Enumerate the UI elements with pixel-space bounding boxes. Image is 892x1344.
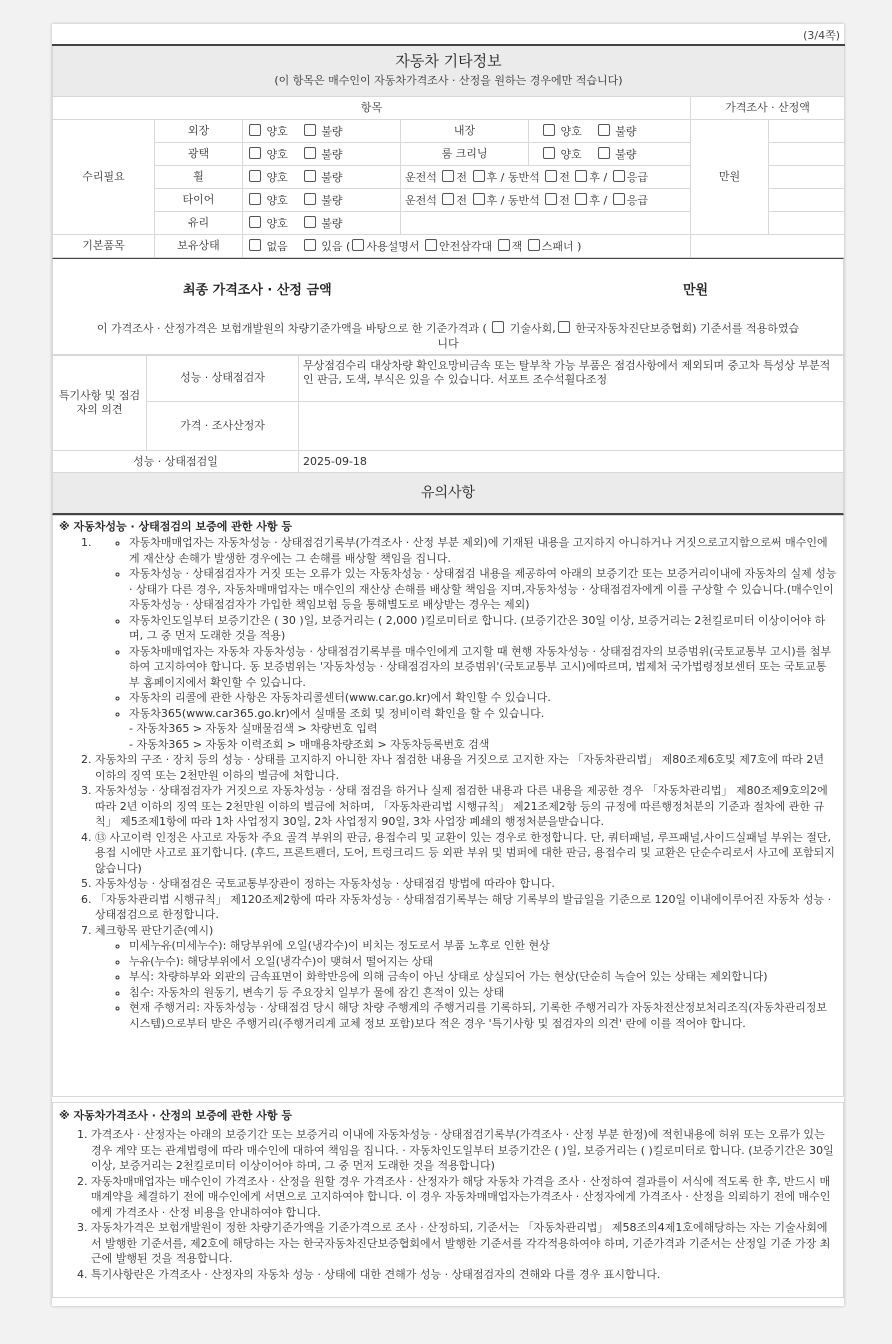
checkbox[interactable] xyxy=(558,321,570,333)
checkbox[interactable] xyxy=(249,239,261,251)
checkbox[interactable] xyxy=(352,239,364,251)
price-unit: 만원 xyxy=(691,120,769,235)
list-item: 7. 체크항목 판단기준(예시) ◦ 미세누유(미세누수): 해당부위에 오일(냉각수)이 비치는 정도로서 부품 노후로 인한 현상 ◦ 누유(누수): 해당부위에서 오일(냉각수)이 맺혀서 떨어지는 상태 ◦ 부식: 차량하부와 외판의 금속표면이 화학반응에 의해 금속이 아닌 상태로 상실되어 가는 현상(단순히 녹슬어 있는 상태는 제외합니다) ◦ 침수: 자동차의 원동기, 변속기 등 주요장치 일부가 물에 잠긴 흔적이 있는 상태 ◦ 현재 주행거리: 자동차성능 · 상태점검 당시 해당 차량 주행계의 주행거리를 기록하되, 기록한 주행거리가 자동차전산정보처리조직(자동차관리정보시스템)으로부터 받은 주행거리(주행거리계 교체 정보 포함)보다 적은 경우 '특기사항 및 점검자의 의견' 란에 이를 적어야 합니다. xyxy=(95,923,837,1032)
checkbox[interactable] xyxy=(425,239,437,251)
section-heading: ※ 자동차가격조사 · 산정의 보증에 관한 사항 등 xyxy=(59,1109,292,1122)
empty-cell xyxy=(691,235,845,258)
final-price-unit: 만원 xyxy=(683,283,709,298)
numbered-list xyxy=(59,535,837,1031)
list-item: 2. 자동차매매업자는 매수인이 가격조사 · 산정을 원할 경우 가격조사 · 산정자가 해당 자동차 가격을 조사 · 산정하여 결과를이 서식에 적도록 한 후, 반드시 매매계약을 체결하기 전에 매수인에게 서면으로 고지하여야 합니다. 이 경우 자동차매매업자는가격조사 · 산정자에게 가격조사 · 산정을 의뢰하기 전에 매수인에게 가격조사 · 산정 비용을 안내하여야 합니다. xyxy=(91,1174,837,1221)
page-number: (3/4쪽) xyxy=(803,29,840,42)
inspection-date-value: 2025-09-18 xyxy=(299,451,844,474)
header-item: 항목 xyxy=(53,97,691,120)
section-title xyxy=(53,45,845,97)
basic-status-label: 보유상태 xyxy=(155,235,243,258)
perf-inspector-label: 성능 · 상태점검자 xyxy=(147,355,299,402)
list-item: ◦ 침수: 자동차의 원동기, 변속기 등 주요장치 일부가 물에 잠긴 흔적이 있는 상태 xyxy=(129,985,837,1001)
inspection-date-label: 성능 · 상태점검일 xyxy=(53,451,299,474)
performance-warranty-section xyxy=(52,515,844,1097)
checkbox[interactable] xyxy=(598,124,610,136)
list-item: 4. ⑬ 사고이력 인정은 사고로 자동차 주요 골격 부위의 판금, 용접수리 및 교환이 있는 경우로 한정합니다. 단, 쿼터패널, 루프패널,사이드실패널 부위는 절단, 용접 시에만 사고로 표기합니다. (후드, 프론트펜더, 도어, 트렁크리드 등 외판 부위 및 범퍼에 대한 판금, 용접수리 및 교환은 단순수리로서 사고에 포함되지않습니다) xyxy=(95,830,837,877)
list-item: 4. 특기사항란은 가격조사 · 산정자의 자동차 성능 · 상태에 대한 견해가 성능 · 상태점검자의 견해와 다를 경우 표시합니다. xyxy=(91,1267,837,1283)
list-item xyxy=(95,535,837,752)
row-label: 유리 xyxy=(155,212,243,235)
list-item: ◦ 누유(누수): 해당부위에서 오일(냉각수)이 맺혀서 떨어지는 상태 xyxy=(129,954,837,970)
checkbox[interactable] xyxy=(613,170,625,182)
header-price: 가격조사 · 산정액 xyxy=(691,97,845,120)
list-item: - 자동차365 > 자동차 이력조회 > 매매용차량조회 > 자동차등록번호 검색 xyxy=(129,737,490,751)
list-item: 3. 자동차성능 · 상태점검자가 거짓으로 자동차성능 · 상태 점검을 하거나 실제 점검한 내용과 다른 내용을 제공한 경우 「자동차관리법」 제80조제9호의2에 따라 2년 이하의 징역 또는 2천만원 이하의 벌금에 처하며, 「자동차관리법 시행규칙」 제21조제2항 등의 규정에 따른행정처분의 기준과 절차에 관한 규칙」 제5조제1항에 따라 1차 사업정지 30일, 2차 사업정지 90일, 3차 사업장 폐쇄의 행정처분을받습니다. xyxy=(95,783,837,830)
checkbox[interactable] xyxy=(498,239,510,251)
basic-label: 기본품목 xyxy=(53,235,155,258)
checkbox[interactable] xyxy=(304,239,316,251)
checkbox[interactable] xyxy=(543,147,555,159)
checkbox[interactable] xyxy=(473,193,485,205)
price-cell xyxy=(769,166,845,189)
list-item: ◦ 자동차인도일부터 보증기간은 ( 30 )일, 보증거리는 ( 2,000 )킬로미터로 합니다. (보증기간은 30일 이상, 보증거리는 2천킬로미터 이상이어야 하며, 그 중 먼저 도래한 것을 적용) xyxy=(129,613,837,644)
list-item: - 자동차365 > 자동차 실매물검색 > 차량번호 입력 xyxy=(129,722,378,735)
repair-label: 수리필요 xyxy=(53,120,155,235)
checkbox[interactable] xyxy=(304,124,316,136)
checkbox[interactable] xyxy=(304,193,316,205)
price-cell xyxy=(769,189,845,212)
price-cell xyxy=(769,120,845,143)
section-heading: ※ 자동차성능 · 상태점검의 보증에 관한 사항 등 xyxy=(59,520,292,533)
checkbox[interactable] xyxy=(304,147,316,159)
title: 자동차 기타정보 xyxy=(395,52,502,70)
list-item: ◦ 자동차매매업자는 자동차 자동차성능 · 상태점검기록부를 매수인에게 고지할 때 현행 자동차성능 · 상태점검자의 보증범위(국토교통부 고시)를 첨부하여 고지하여야 합니다. 동 보증범위는 '자동차성능 · 상태점검자의 보증범위'(국토교통부 고시)에따르며, 법제처 국가법령정보센터 또는 국토교통부 홈페이지에서 확인할 수 있습니다. xyxy=(129,644,837,691)
price-cell xyxy=(769,143,845,166)
notes-title: 유의사항 xyxy=(52,472,844,515)
glass-options: 양호 불량 xyxy=(243,212,401,235)
checkbox[interactable] xyxy=(249,193,261,205)
exterior-options: 양호 불량 xyxy=(243,120,401,143)
tire-position-options: 운전석 전 후 / 동반석 전 후 / 응급 xyxy=(401,189,691,212)
checkbox[interactable] xyxy=(249,147,261,159)
numbered-list xyxy=(59,1127,837,1282)
checkbox[interactable] xyxy=(304,216,316,228)
empty-cell xyxy=(401,212,691,235)
list-item: 3. 자동차가격은 보험개발원이 정한 차량기준가액을 기준가격으로 조사 · 산정하되, 기준서는 「자동차관리법」 제58조의4제1호에해당하는 자는 기술사회에서 발행한 기준서를, 제2호에 해당하는 자는 한국자동차진단보증협회에서 발행한 기준서를 각각적용하여야 하며, 기준가격과 기준서는 산정일 기준 가장 최근에 발행된 것을 적용합니다. xyxy=(91,1220,837,1267)
perf-inspector-text: 무상점검수리 대상차량 확인요망비금속 또는 탈부착 가능 부품은 점검사항에서 제외되며 중고차 특성상 부분적인 판금, 도색, 부식은 있을 수 있습니다. 서포트 조수석휠다조정 xyxy=(299,355,844,402)
checkbox[interactable] xyxy=(442,193,454,205)
gloss-options: 양호 불량 xyxy=(243,143,401,166)
list-item: ◦ 자동차의 리콜에 관한 사항은 자동차리콜센터(www.car.go.kr)에서 확인할 수 있습니다. xyxy=(129,690,837,706)
row-label: 룸 크리닝 xyxy=(401,143,529,166)
vehicle-other-info-table xyxy=(52,44,845,258)
checkbox[interactable] xyxy=(442,170,454,182)
wheel-position-options: 운전석 전 후 / 동반석 전 후 / 응급 xyxy=(401,166,691,189)
tire-options: 양호 불량 xyxy=(243,189,401,212)
cleaning-options: 양호 불량 xyxy=(529,143,691,166)
list-item: ◦ 부식: 차량하부와 외판의 금속표면이 화학반응에 의해 금속이 아닌 상태로 상실되어 가는 현상(단순히 녹슬어 있는 상태는 제외합니다) xyxy=(129,969,837,985)
checkbox[interactable] xyxy=(528,239,540,251)
checkbox[interactable] xyxy=(492,321,504,333)
checkbox[interactable] xyxy=(613,193,625,205)
basic-options: 없음 있음 ( 사용설명서 안전삼각대 잭 스패너 ) xyxy=(243,235,691,258)
list-item: 1. 가격조사 · 산정자는 아래의 보증기간 또는 보증거리 이내에 자동차성능 · 상태점검기록부(가격조사 · 산정 부분 한정)에 적힌내용에 허위 또는 오류가 있는 경우 계약 또는 관계법령에 따라 매수인에 대하여 책임을 집니다. · 자동차인도일부터 보증기간은 ( )일, 보증거리는 ( )킬로미터로 합니다. (보증기간은 30일 이상, 보증거리는 2천킬로미터 이상이어야 하며, 그 중 먼저 도래한 것을 적용합니다) xyxy=(91,1127,837,1174)
subtitle: (이 항목은 매수인이 자동차가격조사 · 산정을 원하는 경우에만 적습니다) xyxy=(274,74,623,87)
list-item: 2. 자동차의 구조 · 장치 등의 성능 · 상태를 고지하지 아니한 자나 점검한 내용을 거짓으로 고지한 자는 「자동차관리법」 제80조제6호및 제7호에 따라 2년 이하의 징역 또는 2천만원 이하의 벌금에 처합니다. xyxy=(95,752,837,783)
final-price-note: 이 가격조사 · 산정가격은 보험개발원의 차량기준가액을 바탕으로 한 기준가격과 ( 기술사회, 한국자동차진단보증협회) 기준서를 적용하였습 니다 xyxy=(96,322,800,350)
opinion-table xyxy=(52,354,844,474)
checkbox[interactable] xyxy=(249,170,261,182)
checkbox[interactable] xyxy=(543,124,555,136)
checkbox[interactable] xyxy=(249,216,261,228)
list-item: 6. 「자동차관리법 시행규칙」 제120조제2항에 따라 자동차성능 · 상태점검기록부는 해당 기록부의 발급일을 기준으로 120일 이내에이루어진 자동차 성능 · 상태점검으로 한정합니다. xyxy=(95,892,837,923)
list-item: ◦ 자동차365(www.car365.go.kr)에서 실매물 조회 및 정비이력 확인을 할 수 있습니다. xyxy=(129,706,837,722)
price-warranty-section xyxy=(52,1102,844,1298)
row-label: 내장 xyxy=(401,120,529,143)
row-label: 휠 xyxy=(155,166,243,189)
list-item: 5. 자동차성능 · 상태점검은 국토교통부장관이 정하는 자동차성능 · 상태점검 방법에 따라야 합니다. xyxy=(95,876,837,892)
checkbox[interactable] xyxy=(545,193,557,205)
wheel-options: 양호 불량 xyxy=(243,166,401,189)
checkbox[interactable] xyxy=(249,124,261,136)
checkbox[interactable] xyxy=(304,170,316,182)
row-label: 타이어 xyxy=(155,189,243,212)
price-inspector-text xyxy=(299,402,844,451)
checkbox[interactable] xyxy=(598,147,610,159)
list-item: ◦ 1. 자동차매매업자는 자동차성능 · 상태점검기록부(가격조사 · 산정 부분 제외)에 기재된 내용을 고지하지 아니하거나 거짓으로고지함으로써 매수인에게 재산상 손해가 발생한 경우에는 그 손해를 배상할 책임을 집니다. xyxy=(129,535,837,566)
list-item: ◦ 현재 주행거리: 자동차성능 · 상태점검 당시 해당 차량 주행계의 주행거리를 기록하되, 기록한 주행거리가 자동차전산정보처리조직(자동차관리정보시스템)으로부터 받은 주행거리(주행거리계 교체 정보 포함)보다 적은 경우 '특기사항 및 점검자의 의견' 란에 이를 적어야 합니다. xyxy=(129,1000,837,1031)
list-item: ◦ 자동차성능 · 상태점검자가 거짓 또는 오류가 있는 자동차성능 · 상태점검 내용을 제공하여 아래의 보증기간 또는 보증거리이내에 자동차의 실제 성능 · 상태가 다른 경우, 자동차매매업자는 매수인의 재산상 손해를 배상할 책임을 지며,자동차성능 · 상태점검자에게 이를 구상할 수 있습니다.(매수인이 자동차성능 · 상태점검자가 가입한 책임보험 등을 통해별도로 배상받는 경우는 제외) xyxy=(129,566,837,613)
checkbox[interactable] xyxy=(575,170,587,182)
price-inspector-label: 가격 · 조사산정자 xyxy=(147,402,299,451)
list-item: ◦ 미세누유(미세누수): 해당부위에 오일(냉각수)이 비치는 정도로서 부품 노후로 인한 현상 xyxy=(129,938,837,954)
document-page xyxy=(52,24,844,1306)
price-cell xyxy=(769,212,845,235)
final-price-section xyxy=(52,258,844,356)
checkbox[interactable] xyxy=(473,170,485,182)
opinion-label: 특기사항 및 점검자의 의견 xyxy=(53,355,147,451)
checkbox[interactable] xyxy=(545,170,557,182)
checkbox[interactable] xyxy=(575,193,587,205)
row-label: 외장 xyxy=(155,120,243,143)
interior-options: 양호 불량 xyxy=(529,120,691,143)
row-label: 광택 xyxy=(155,143,243,166)
final-price-label: 최종 가격조사 · 산정 금액 xyxy=(183,283,332,298)
